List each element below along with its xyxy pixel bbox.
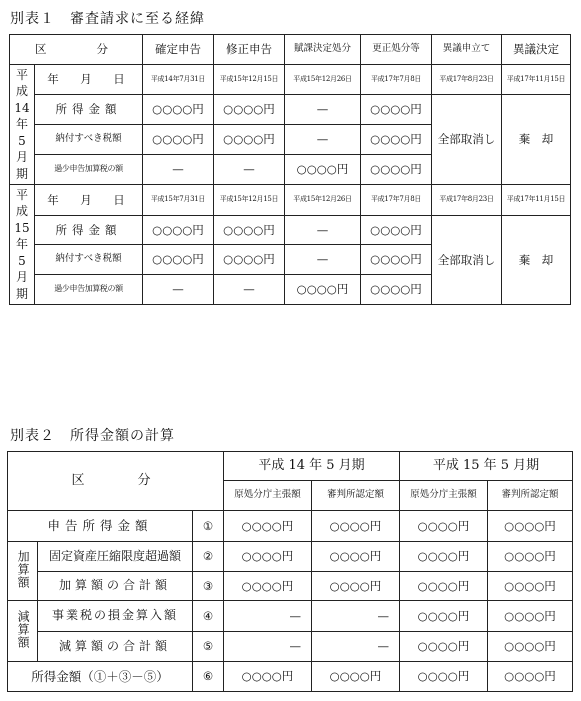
date-cell: 平成15年12月26日 [285, 65, 361, 95]
value-cell: ○○○○円 [312, 662, 400, 692]
value-cell: ○○○○円 [312, 511, 400, 542]
date-cell: 平成15年12月15日 [214, 65, 285, 95]
header-period-h14: 平成 14 年 5 月期 [224, 452, 400, 481]
value-cell: ○○○○円 [400, 572, 488, 601]
value-cell: ○○○○円 [361, 95, 432, 125]
row-label: 減算額の合計額 [38, 632, 193, 662]
date-cell: 平成17年8月23日 [432, 65, 502, 95]
value-cell: ○○○○円 [488, 632, 573, 662]
subheader-finding: 審判所認定額 [488, 481, 573, 511]
value-cell: ○○○○円 [214, 95, 285, 125]
value-cell: — [214, 275, 285, 305]
header-kakutei: 確定申告 [143, 35, 214, 65]
date-cell: 平成17年7月8日 [361, 185, 432, 216]
value-cell: ○○○○円 [214, 216, 285, 245]
row-label: 納付すべき税額 [35, 125, 143, 155]
date-cell: 平成17年11月15日 [502, 185, 571, 216]
row-label: 過少申告加算税の額 [35, 275, 143, 305]
value-cell: ○○○○円 [361, 245, 432, 275]
value-cell: ○○○○円 [143, 245, 214, 275]
value-cell: ○○○○円 [143, 125, 214, 155]
value-cell: ○○○○円 [361, 216, 432, 245]
history-table [9, 34, 571, 305]
value-cell: ○○○○円 [214, 125, 285, 155]
value-cell: ○○○○円 [488, 572, 573, 601]
value-cell: ○○○○円 [488, 601, 573, 632]
value-cell: ○○○○円 [143, 95, 214, 125]
value-cell: ○○○○円 [224, 572, 312, 601]
row-number: ③ [193, 572, 224, 601]
value-cell: ○○○○円 [400, 662, 488, 692]
group-label-add: 加算額 [8, 542, 38, 601]
row-number: ⑥ [193, 662, 224, 692]
objection-result: 全部取消し [432, 216, 502, 305]
row-label: 事業税の損金算入額 [38, 601, 193, 632]
header-kubun: 区 分 [10, 35, 143, 65]
period-label: 平 成 14 年 5 月 期 [10, 65, 35, 185]
value-cell: — [143, 155, 214, 185]
value-cell: ○○○○円 [400, 601, 488, 632]
date-cell: 平成15年12月15日 [214, 185, 285, 216]
header-fuka: 賦課決定処分 [285, 35, 361, 65]
decision-result: 棄 却 [502, 216, 571, 305]
value-cell: ○○○○円 [488, 542, 573, 572]
value-cell: ○○○○円 [400, 542, 488, 572]
header-igi-kettei: 異議決定 [502, 35, 571, 65]
row-number: ① [193, 511, 224, 542]
value-cell: ○○○○円 [488, 511, 573, 542]
date-cell: 平成15年12月26日 [285, 185, 361, 216]
subheader-finding: 審判所認定額 [312, 481, 400, 511]
value-cell: ○○○○円 [224, 511, 312, 542]
value-cell: ○○○○円 [224, 542, 312, 572]
value-cell: ○○○○円 [312, 572, 400, 601]
value-cell: — [285, 245, 361, 275]
value-cell: ○○○○円 [285, 155, 361, 185]
row-number: ② [193, 542, 224, 572]
value-cell: — [285, 125, 361, 155]
row-label-date: 年 月 日 [35, 185, 143, 216]
value-cell: ○○○○円 [143, 216, 214, 245]
date-cell: 平成17年8月23日 [432, 185, 502, 216]
date-cell: 平成17年11月15日 [502, 65, 571, 95]
table2-caption: 別表２ 所得金額の計算 [10, 428, 175, 444]
group-label-sub: 減算額 [8, 601, 38, 662]
objection-result: 全部取消し [432, 95, 502, 185]
value-cell: ○○○○円 [214, 245, 285, 275]
row-label: 納付すべき税額 [35, 245, 143, 275]
header-shusei: 修正申告 [214, 35, 285, 65]
subheader-claim: 原処分庁主張額 [400, 481, 488, 511]
value-cell: ○○○○円 [312, 542, 400, 572]
value-cell: ○○○○円 [400, 632, 488, 662]
value-cell: — [312, 601, 400, 632]
value-cell: — [224, 632, 312, 662]
period-label: 平 成 15 年 5 月 期 [10, 185, 35, 305]
row-label: 所得金額 [35, 95, 143, 125]
table1-caption: 別表１ 審査請求に至る経緯 [10, 11, 205, 27]
value-cell: ○○○○円 [361, 125, 432, 155]
header-period-h15: 平成 15 年 5 月期 [400, 452, 573, 481]
income-calc-table [7, 451, 573, 692]
subheader-claim: 原処分庁主張額 [224, 481, 312, 511]
value-cell: ○○○○円 [224, 662, 312, 692]
row-label: 加算額の合計額 [38, 572, 193, 601]
row-label: 過少申告加算税の額 [35, 155, 143, 185]
date-cell: 平成15年7月31日 [143, 185, 214, 216]
row-label: 所得金額（①＋③－⑤） [8, 662, 193, 692]
row-label: 固定資産圧縮限度超過額 [38, 542, 193, 572]
value-cell: — [214, 155, 285, 185]
value-cell: — [285, 216, 361, 245]
header-igi-moshitate: 異議申立て [432, 35, 502, 65]
row-label-date: 年 月 日 [35, 65, 143, 95]
value-cell: ○○○○円 [285, 275, 361, 305]
value-cell: ○○○○円 [400, 511, 488, 542]
value-cell: ○○○○円 [361, 275, 432, 305]
row-label: 申告所得金額 [8, 511, 193, 542]
value-cell: — [224, 601, 312, 632]
value-cell: — [312, 632, 400, 662]
header-kosei: 更正処分等 [361, 35, 432, 65]
value-cell: — [143, 275, 214, 305]
row-label: 所得金額 [35, 216, 143, 245]
header-kubun: 区 分 [8, 452, 224, 511]
value-cell: — [285, 95, 361, 125]
date-cell: 平成14年7月31日 [143, 65, 214, 95]
row-number: ⑤ [193, 632, 224, 662]
decision-result: 棄 却 [502, 95, 571, 185]
date-cell: 平成17年7月8日 [361, 65, 432, 95]
value-cell: ○○○○円 [488, 662, 573, 692]
value-cell: ○○○○円 [361, 155, 432, 185]
row-number: ④ [193, 601, 224, 632]
